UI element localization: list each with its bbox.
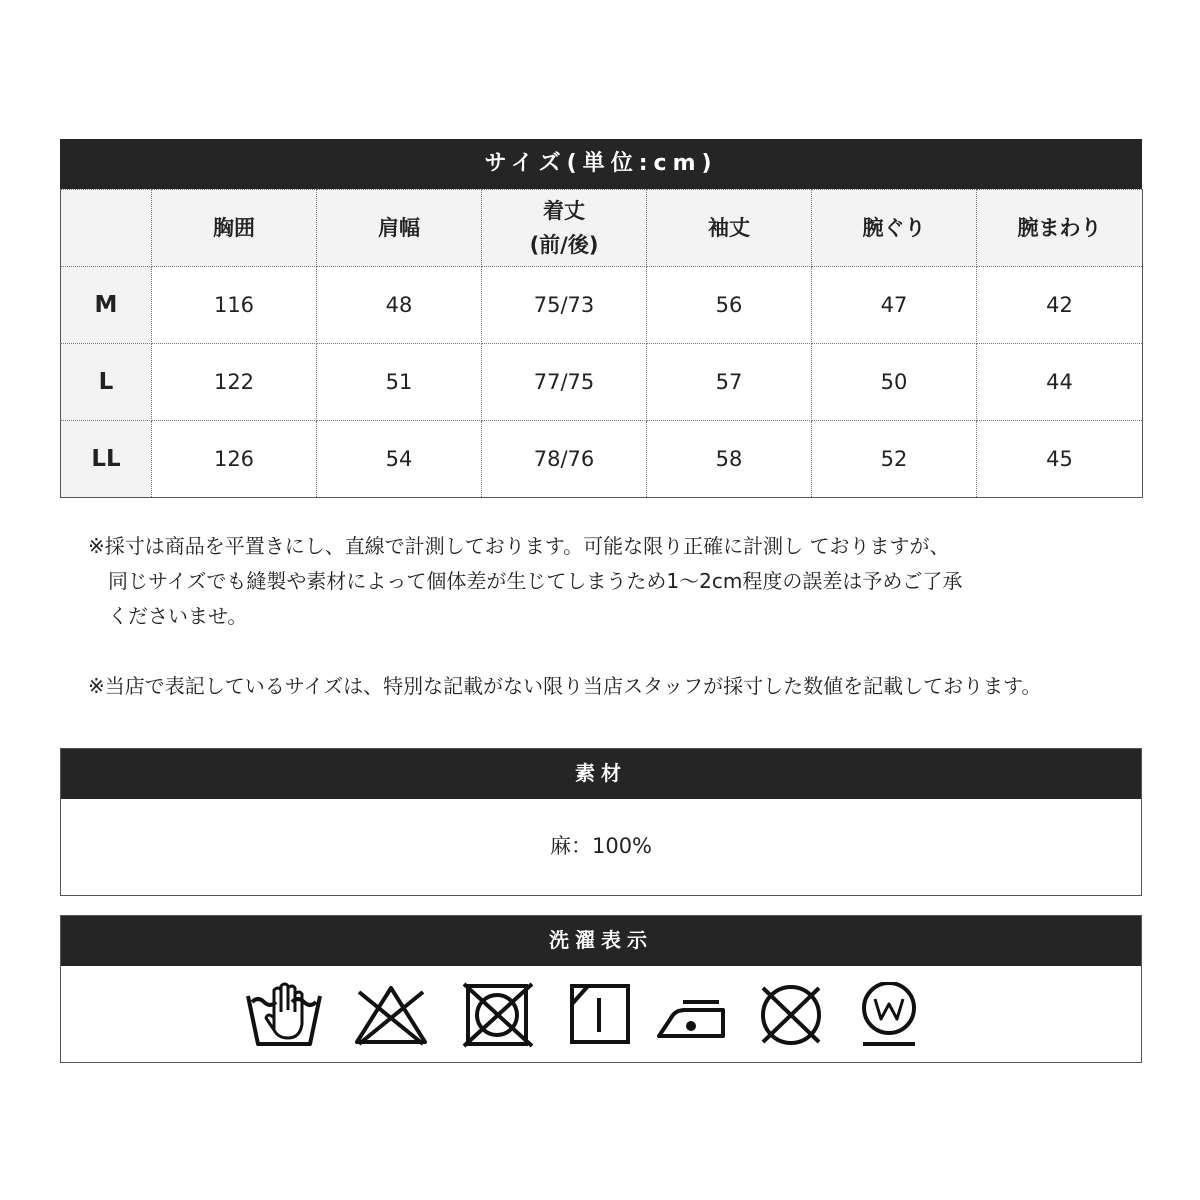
no-tumble-dry-icon xyxy=(458,982,538,1048)
size-chart-title: サイズ(単位:cm) xyxy=(60,139,1142,189)
note-line: くださいませ。 xyxy=(108,604,248,628)
table-header-cell xyxy=(61,190,152,267)
table-header-cell: 袖丈 xyxy=(647,190,812,267)
line-dry-shade-icon xyxy=(564,982,644,1048)
no-bleach-icon xyxy=(351,982,431,1048)
table-header-cell: 腕ぐり xyxy=(812,190,977,267)
no-dry-clean-icon xyxy=(751,982,831,1048)
size-source-note: ※当店で表記しているサイズは、特別な記載がない限り当店スタッフが採寸した数値を記載しております。 xyxy=(88,674,1042,698)
table-cell: 56 xyxy=(647,267,812,344)
size-label: LL xyxy=(61,421,152,498)
table-cell: 54 xyxy=(317,421,482,498)
size-label: M xyxy=(61,267,152,344)
table-cell: 75/73 xyxy=(482,267,647,344)
care-title: 洗濯表示 xyxy=(61,916,1141,966)
care-icons xyxy=(61,966,1141,1062)
table-cell: 44 xyxy=(977,344,1143,421)
table-header-cell: 着丈 (前/後) xyxy=(482,190,647,267)
size-label: L xyxy=(61,344,152,421)
material-title: 素材 xyxy=(61,749,1141,799)
wet-clean-gentle-icon xyxy=(849,982,929,1048)
table-cell: 48 xyxy=(317,267,482,344)
measurement-note xyxy=(88,529,1148,634)
iron-low-icon xyxy=(653,982,733,1048)
table-cell: 116 xyxy=(152,267,317,344)
table-header-cell: 腕まわり xyxy=(977,190,1143,267)
table-cell: 57 xyxy=(647,344,812,421)
care-section xyxy=(60,915,1142,1063)
table-cell: 122 xyxy=(152,344,317,421)
size-table xyxy=(60,189,1143,498)
table-cell: 77/75 xyxy=(482,344,647,421)
table-cell: 126 xyxy=(152,421,317,498)
note-line: ※採寸は商品を平置きにし、直線で計測しております。可能な限り正確に計測し ておりますが、 xyxy=(88,534,950,558)
size-chart xyxy=(60,139,1142,498)
table-row xyxy=(61,344,1143,421)
table-cell: 42 xyxy=(977,267,1143,344)
material-section xyxy=(60,748,1142,896)
table-cell: 78/76 xyxy=(482,421,647,498)
table-cell: 50 xyxy=(812,344,977,421)
table-row xyxy=(61,267,1143,344)
table-cell: 52 xyxy=(812,421,977,498)
note-line: 同じサイズでも縫製や素材によって個体差が生じてしまうため1～2cm程度の誤差は予めご了承 xyxy=(108,569,963,593)
table-header-cell: 胸囲 xyxy=(152,190,317,267)
table-header-cell: 肩幅 xyxy=(317,190,482,267)
table-cell: 45 xyxy=(977,421,1143,498)
table-header-row xyxy=(61,190,1143,267)
table-cell: 58 xyxy=(647,421,812,498)
table-cell: 51 xyxy=(317,344,482,421)
hand-wash-icon xyxy=(244,982,324,1048)
material-value: 麻：100% xyxy=(549,834,653,858)
table-row xyxy=(61,421,1143,498)
table-cell: 47 xyxy=(812,267,977,344)
